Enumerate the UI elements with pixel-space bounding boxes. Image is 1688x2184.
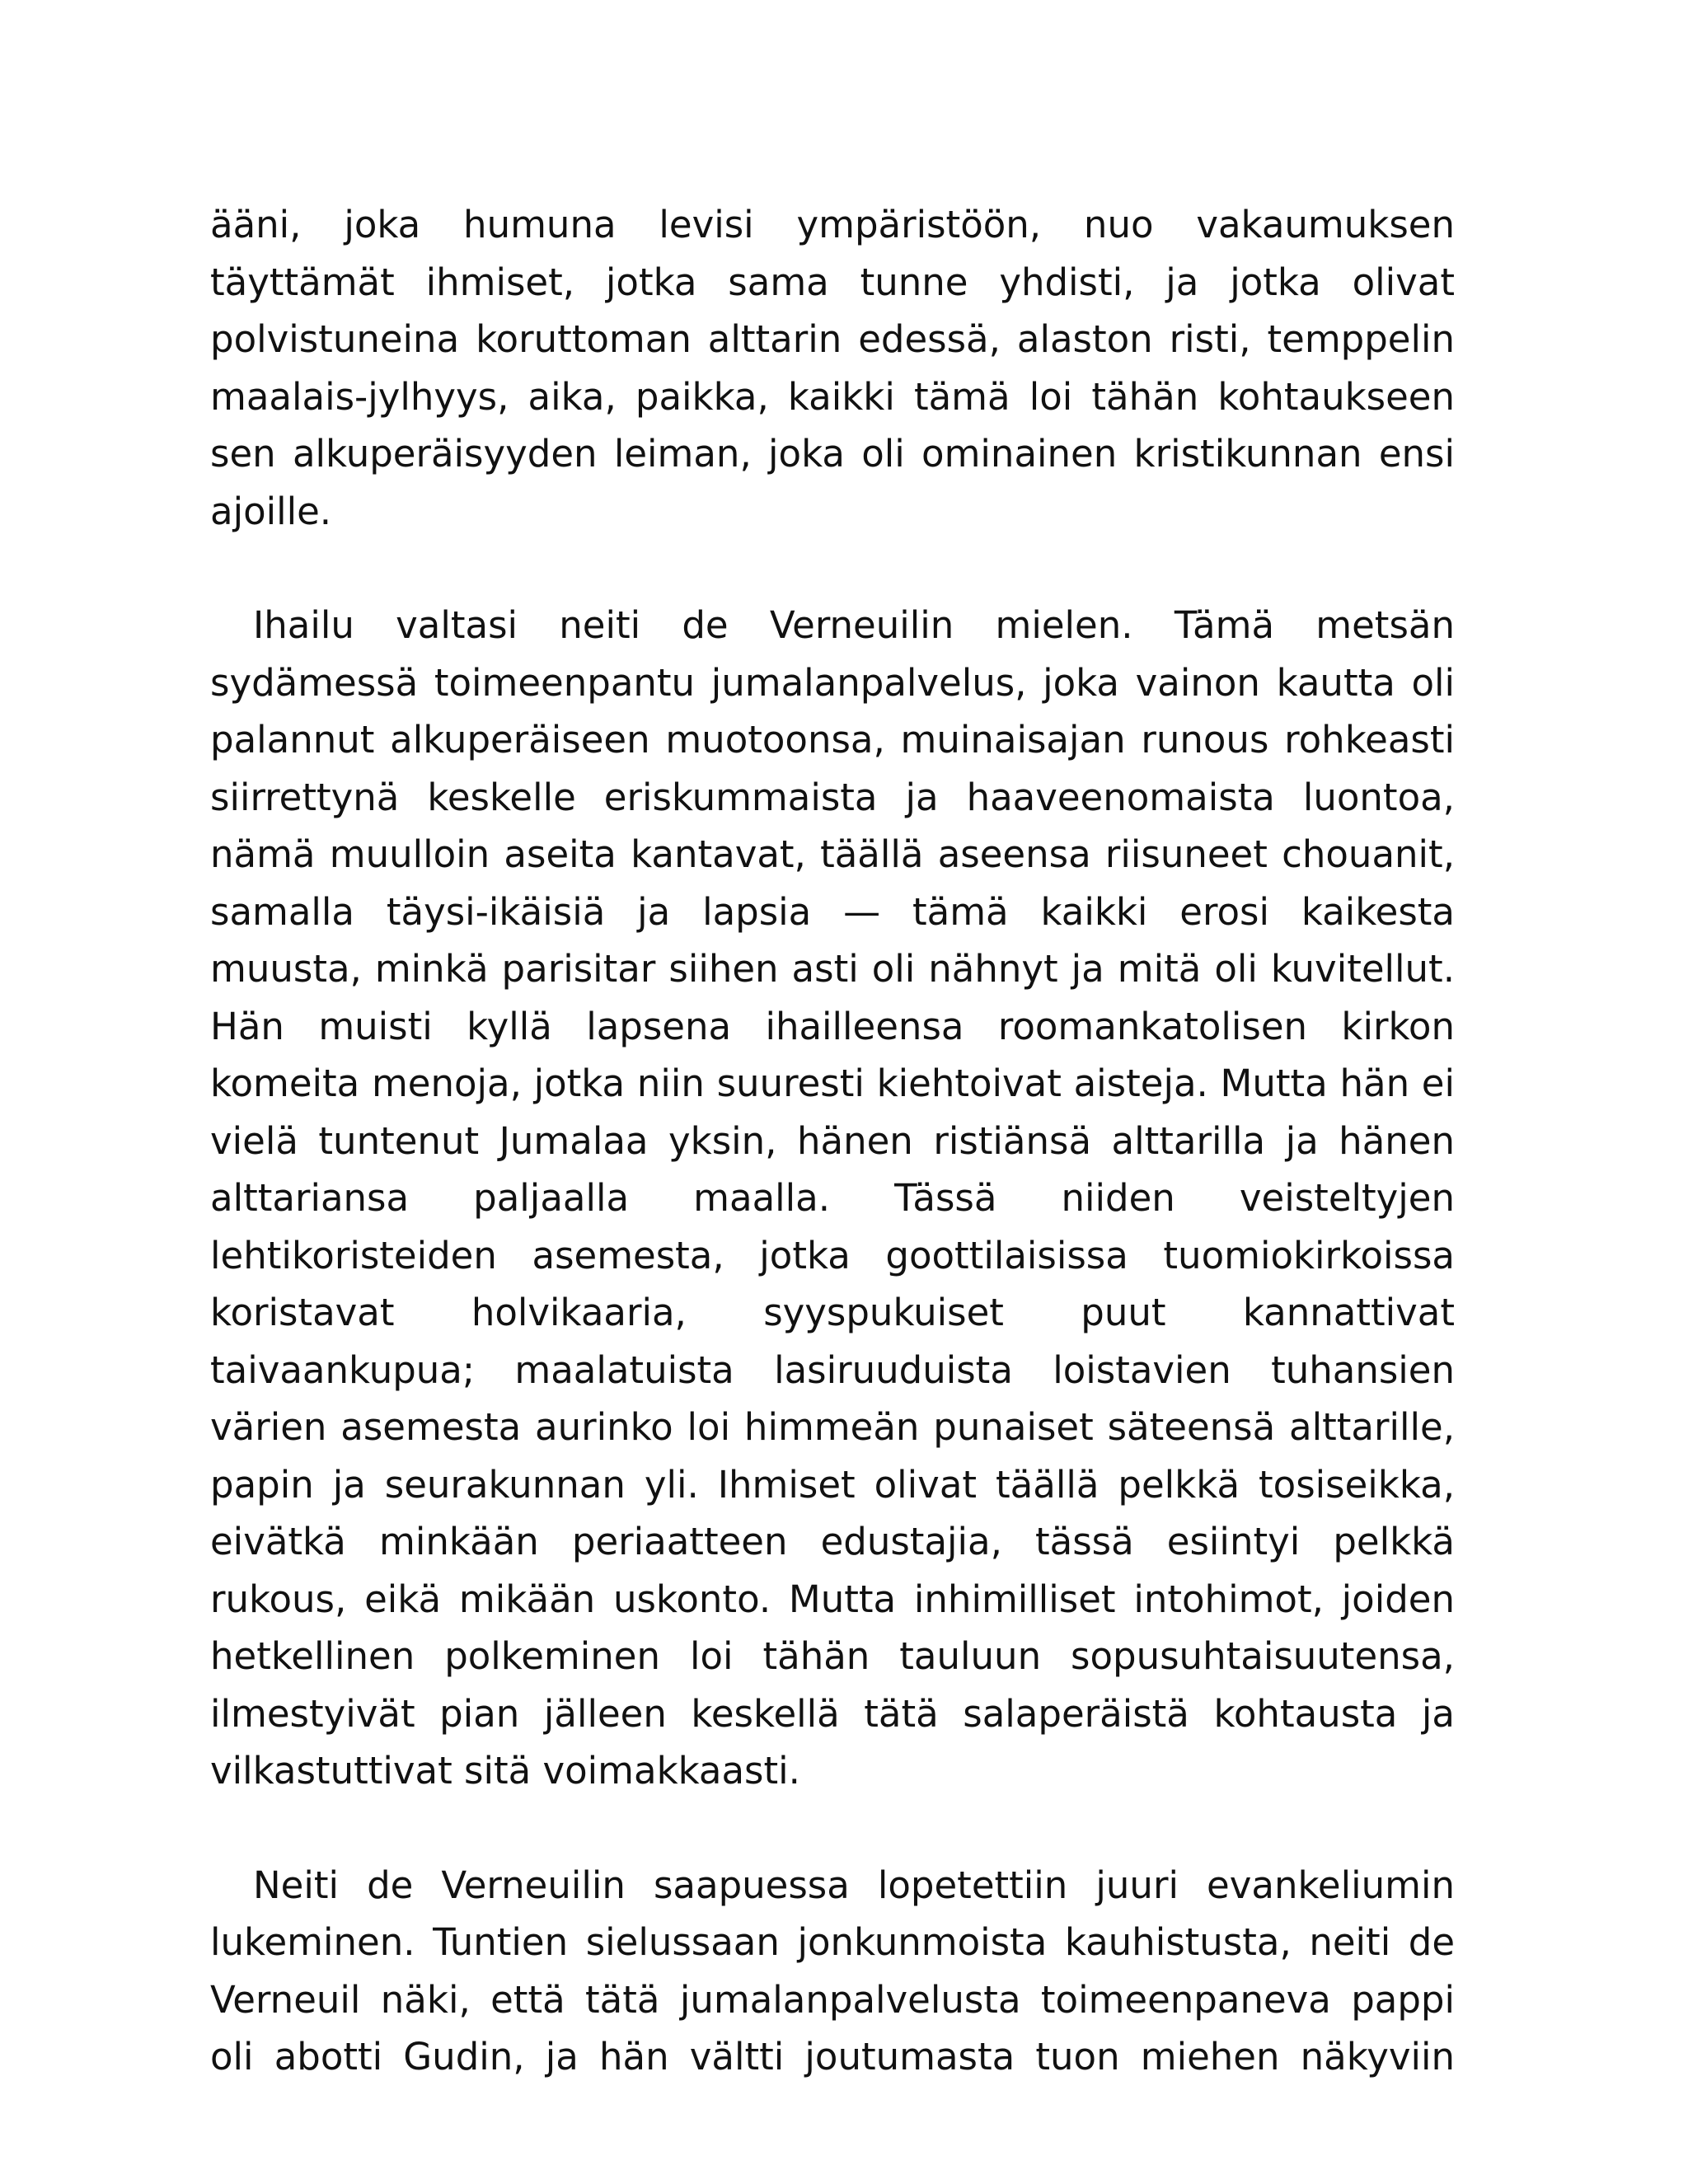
paragraph-2: Ihailu valtasi neiti de Verneuilin mielen. Tämä metsän sydämessä toimeenpantu jumalanpalvelus, joka vainon kautta oli palannut alkuperäiseen muotoonsa, muinaisajan runous rohkeasti siirrettynä keskelle eriskummaista ja haaveenomaista luontoa, nämä muulloin aseita kantavat, täällä aseensa riisuneet chouanit, samalla täysi-ikäisiä ja lapsia — tämä kaikki erosi kaikesta muusta, minkä parisitar siihen asti oli nähnyt ja mitä oli kuvitellut. Hän muisti kyllä lapsena ihailleensa roomankatolisen kirkon komeita menoja, jotka niin suuresti kiehtoivat aisteja. Mutta hän ei vielä tuntenut Jumalaa yksin, hänen ristiänsä alttarilla ja hänen alttariansa paljaalla maalla. Tässä niiden veisteltyjen lehtikoristeiden asemesta, jotka goottilaisissa tuomiokirkoissa koristavat holvikaaria, syyspukuiset puut kannattivat taivaankupua; maalatuista lasiruuduista loistavien tuhansien värien asemesta aurinko loi himmeän punaiset säteensä alttarille, papin ja seurakunnan yli. Ihmiset olivat täällä pelkkä tosiseikka, eivätkä minkään periaatteen edustajia, tässä esiintyi pelkkä rukous, eikä mikään uskonto. Mutta inhimilliset intohimot, joiden hetkellinen polkeminen loi tähän tauluun sopusuhtaisuutensa, ilmestyivät pian jälleen keskellä tätä salaperäistä kohtausta ja vilkastuttivat sitä voimakkaasti. <box>210 603 1455 1793</box>
page-text <box>210 196 1455 2086</box>
paragraph-1: ääni, joka humuna levisi ympäristöön, nuo vakaumuksen täyttämät ihmiset, jotka sama tunne yhdisti, ja jotka olivat polvistuneina koruttoman alttarin edessä, alaston risti, temppelin maalais-jylhyys, aika, paikka, kaikki tämä loi tähän kohtaukseen sen alkuperäisyyden leiman, joka oli ominainen kristikunnan ensi ajoille. <box>210 203 1455 533</box>
paragraph-3: Neiti de Verneuilin saapuessa lopetettiin juuri evankeliumin lukeminen. Tuntien sielussaan jonkunmoista kauhistusta, neiti de Verneuil näki, että tätä jumalanpalvelusta toimeenpaneva pappi oli abotti Gudin, ja hän vältti joutumasta tuon miehen näkyviin <box>210 1863 1455 2079</box>
